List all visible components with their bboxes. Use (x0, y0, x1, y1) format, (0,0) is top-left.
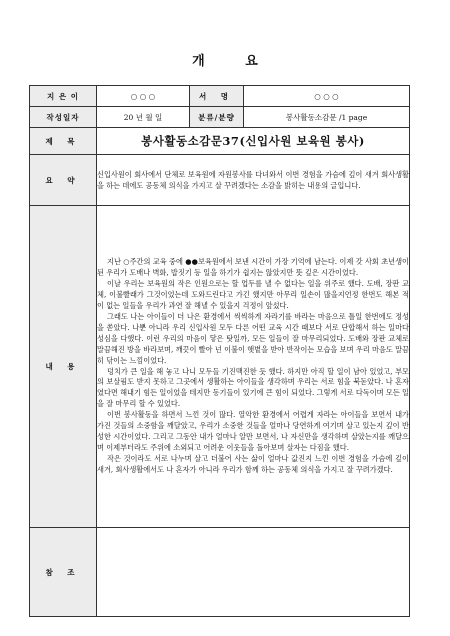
writer-label: 지 은 이 (30, 86, 97, 107)
content-label: 내 용 (30, 206, 97, 528)
page-title: 개 요 (192, 54, 276, 69)
category-value: 봉사활동소감문 /1 page (244, 107, 410, 128)
overview-form (29, 85, 410, 617)
content-body (97, 206, 410, 528)
content-paragraph: 그래도 나는 아이들이 더 나은 환경에서 씩씩하게 자라기를 바라는 마음으로 틀일 한번에도 정성을 쏟았다. 나뿐 아니라 우리 신입사원 모두 다른 어떤 교육 시간 때보다 서로 단합해서 하는 일마다 성심을 다했다. 이런 우리의 마음이 닿은 탓일까, 모든 일들이 잘 마무리되었다. 도배와 장판 교체로 말끔해진 방을 바라보며, 깨끗이 빨아 넌 이불이 햇볕을 받아 반작이는 모습을 보며 우리 마음도 말끔히 닦이는 느낌이었다. (97, 311, 409, 365)
summary-text: 신입사원이 회사에서 단체로 보육원에 자원봉사를 다녀와서 이번 경험을 가슴에 깊이 새겨 회사생활을 하는 데에도 공동체 의식을 가지고 살 꾸려겠다는 소감을 밝히는 내용의 글입니다. (97, 155, 410, 206)
content-paragraph: 지난 ○주간의 교육 중에 ●●보육원에서 보낸 시간이 가장 기억에 남는다. 이제 갓 사회 초년생이 된 우리가 도배나 벽화, 밥짓기 등 일을 하기가 쉽지는 않았지만 뜻 깊은 시간이었다. (97, 257, 409, 278)
writer-value: ○ ○ ○ (97, 86, 190, 107)
subject-value: 봉사활동소감문37(신입사원 보육원 봉사) (97, 128, 410, 155)
date-value: 20 년 월 일 (97, 107, 190, 128)
seo-label: 서 명 (190, 86, 244, 107)
content-paragraph: 덩치가 큰 일을 해 놓고 나니 모두들 기진맥진한 듯 했다. 하지만 아직 할 일이 남아 있었고, 부모의 보살핌도 받지 못하고 그곳에서 생활하는 아이들을 생각하며 우리는 서로 힘을 북돋았다. 나 혼자였다면 해내기 힘든 일이었을 테지만 동기들이 있기에 큰 힘이 되었다. 그렇게 서로 다독이며 모든 일을 잘 마무리 할 수 있었다. (97, 366, 409, 409)
content-paragraph: 이날 우리는 보육원의 작은 인원으로는 할 업두를 낼 수 없다는 일을 위주로 했다. 도배, 장판 교체, 이불빨래가 그것이었는데 도와드린다고 가긴 했지만 아무리 일손이 많을지언정 한번도 해본 적이 없는 일들을 우리가 과연 잘 해낼 수 있을지 걱정이 앞섰다. (97, 279, 409, 311)
content-paragraph: 이번 봉사활동을 하면서 느낀 것이 많다. 열악한 환경에서 어렵게 자라는 아이들을 보면서 내가 가진 것들의 소중함을 깨달았고, 우리가 소중한 것들을 얼마나 당연하게 여기며 살고 있는지 깊이 반성한 시간이었다. 그리고 그동안 내가 얼마나 알만 보면서, 나 자신만을 생각하며 살았는지를 깨달으며 이제부터라도 주위에 소외되고 어려운 이웃들을 돌아보며 살자는 다짐을 했다. (97, 410, 409, 452)
subject-label: 제 목 (30, 128, 97, 155)
seo-value: ○ ○ ○ (244, 86, 410, 107)
summary-label: 요 약 (30, 155, 97, 206)
content-paragraph: 작은 것이라도 서로 나누며 살고 더불어 사는 삶이 얼마나 값진지 느낀 이번 경험을 가슴에 깊이 새겨, 회사생활에서도 나 혼자가 아니라 우리가 함께 하는 공동체 의식을 가지고 잘 꾸려가겠다. (97, 453, 409, 474)
date-label: 작성일자 (30, 107, 97, 128)
reference-value (97, 528, 410, 617)
category-label: 분류/분량 (190, 107, 244, 128)
reference-label: 참 조 (30, 528, 97, 617)
